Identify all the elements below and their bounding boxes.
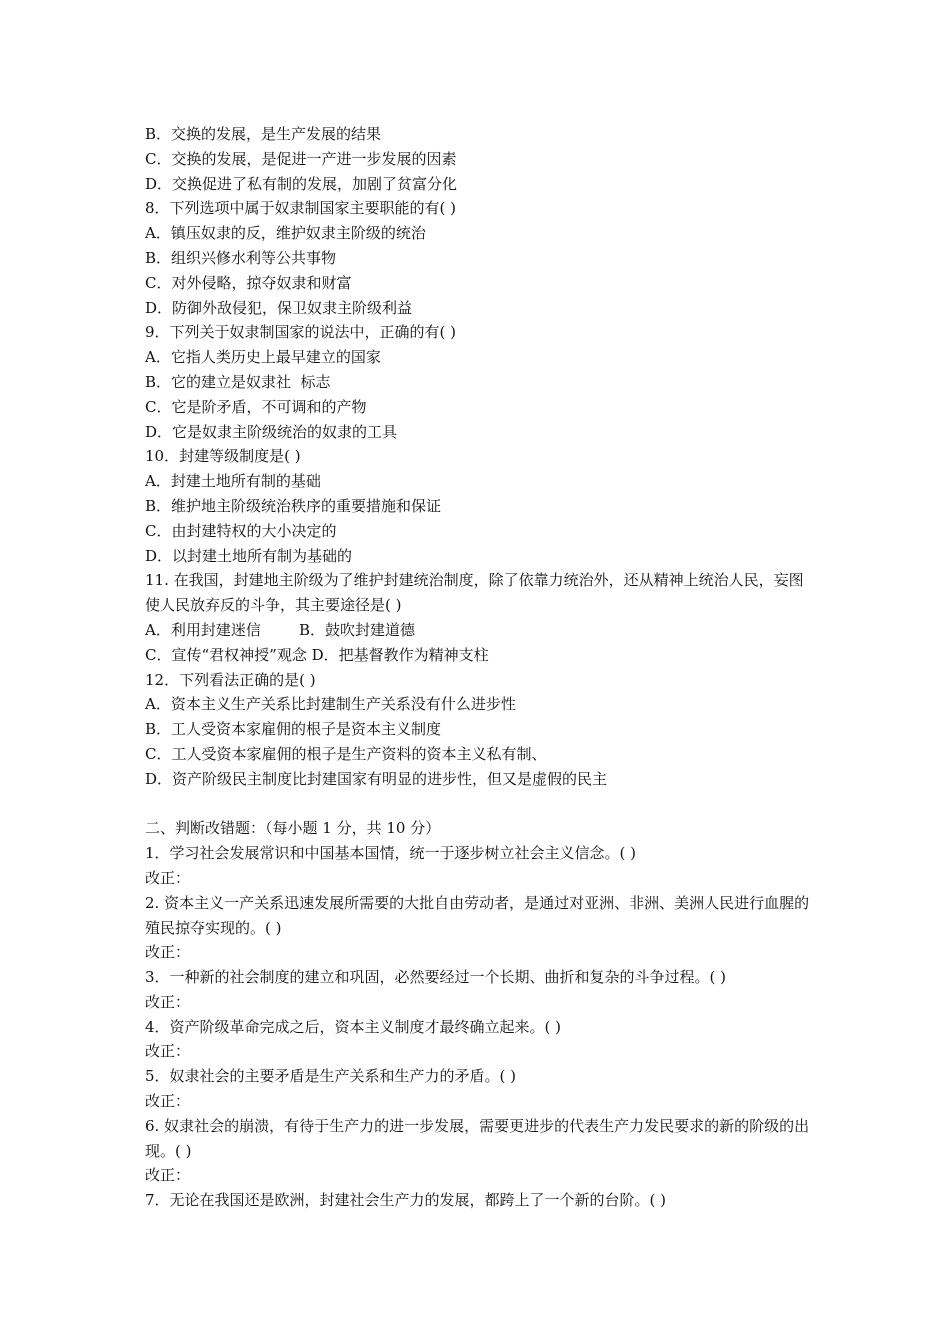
judgement-6: 6. 奴隶社会的崩溃，有待于生产力的进一步发展，需要更进步的代表生产力发民要求的新的阶级的出现。( ) <box>145 1116 810 1160</box>
text-line: D．以封建土地所有制为基础的 <box>145 546 353 565</box>
text-line: D．资产阶级民主制度比封建国家有明显的进步性，但又是虚假的民主 <box>145 769 608 788</box>
question-10: 10．封建等级制度是( ) <box>145 447 301 466</box>
question-9: 9．下列关于奴隶制国家的说法中，正确的有( ) <box>145 323 457 342</box>
correction-label: 改正： <box>145 1042 191 1061</box>
section-heading: 二、判断改错题：（每小题 1 分，共 10 分） <box>145 819 441 838</box>
text-line: A．封建土地所有制的基础 <box>145 472 321 491</box>
text-line: A．利用封建迷信 B．鼓吹封建道德 <box>145 620 416 639</box>
text-line: B．工人受资本家雇佣的根子是资本主义制度 <box>145 720 442 739</box>
question-12: 12．下列看法正确的是( ) <box>145 670 316 689</box>
question-8: 8．下列选项中属于奴隶制国家主要职能的有( ) <box>145 199 457 218</box>
text-line: D．它是奴隶主阶级统治的奴隶的工具 <box>145 422 398 441</box>
text-line: D．交换促进了私有制的发展，加剧了贫富分化 <box>145 174 458 193</box>
document-page <box>145 122 817 1213</box>
correction-label: 改正： <box>145 1092 191 1111</box>
blank-line <box>145 792 817 817</box>
correction-label: 改正： <box>145 868 191 887</box>
judgement-3: 3．一种新的社会制度的建立和巩固，必然要经过一个长期、曲折和复杂的斗争过程。( ) <box>145 968 727 987</box>
judgement-4: 4．资产阶级革命完成之后，资本主义制度才最终确立起来。( ) <box>145 1017 562 1036</box>
text-line: B．组织兴修水利等公共事物 <box>145 248 337 267</box>
judgement-7: 7．无论在我国还是欧洲，封建社会生产力的发展，都跨上了一个新的台阶。( ) <box>145 1191 667 1210</box>
text-line: C．由封建特权的大小决定的 <box>145 521 337 540</box>
text-line: C．对外侵略，掠夺奴隶和财富 <box>145 273 352 292</box>
text-line: A．镇压奴隶的反，维护奴隶主阶级的统治 <box>145 224 426 243</box>
text-line: C．工人受资本家雇佣的根子是生产资料的资本主义私有制、 <box>145 744 547 763</box>
judgement-5: 5．奴隶社会的主要矛盾是生产关系和生产力的矛盾。( ) <box>145 1067 517 1086</box>
question-11: 11. 在我国，封建地主阶级为了维护封建统治制度，除了依靠力统治外，还从精神上统治人民，妄图使人民放弃反的斗争，其主要途径是( ) <box>145 571 804 615</box>
correction-label: 改正： <box>145 992 191 1011</box>
text-line: B．交换的发展，是生产发展的结果 <box>145 125 382 143</box>
text-line: B．维护地主阶级统治秩序的重要措施和保证 <box>145 496 442 515</box>
text-line: C．它是阶矛盾，不可调和的产物 <box>145 397 367 416</box>
text-line: B．它的建立是奴隶社 标志 <box>145 372 331 391</box>
correction-label: 改正： <box>145 943 191 962</box>
text-line: C．宣传“君权神授”观念 D．把基督教作为精神支柱 <box>145 645 489 664</box>
text-line: C．交换的发展，是促进一产进一步发展的因素 <box>145 149 457 168</box>
text-line: A．资本主义生产关系比封建制生产关系没有什么进步性 <box>145 695 516 714</box>
text-line: D．防御外敌侵犯，保卫奴隶主阶级利益 <box>145 298 413 317</box>
judgement-1: 1．学习社会发展常识和中国基本国情，统一于逐步树立社会主义信念。( ) <box>145 844 637 863</box>
correction-label: 改正： <box>145 1166 191 1185</box>
judgement-2: 2. 资本主义一产关系迅速发展所需要的大批自由劳动者，是通过对亚洲、非洲、美洲人民进行血腥的殖民掠夺实现的。( ) <box>145 893 810 937</box>
text-line: A．它指人类历史上最早建立的国家 <box>145 348 381 367</box>
